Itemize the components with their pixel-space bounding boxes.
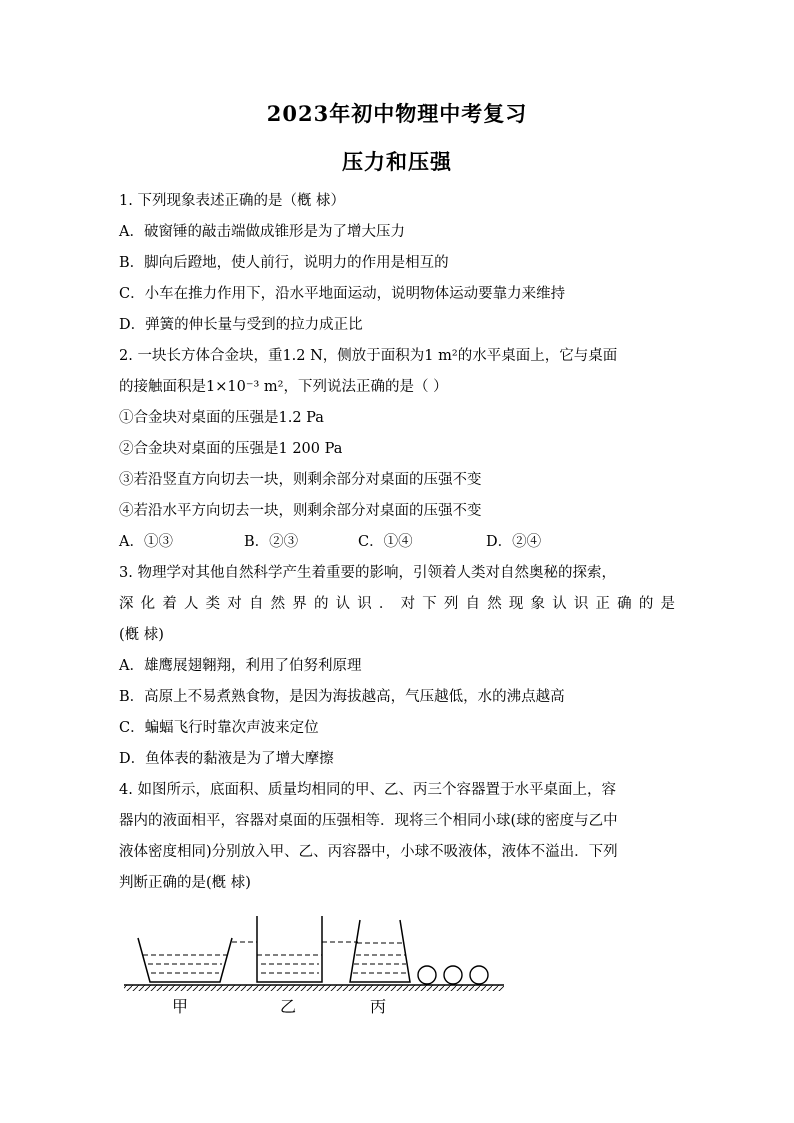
question-4-line-3: 液体密度相同)分别放入甲、乙、丙容器中，小球不吸液体，液体不溢出．下列: [119, 844, 618, 860]
container-bing: [350, 920, 410, 982]
question-2-line-1: 2. 一块长方体合金块，重1.2 N，侧放于面积为1 m²的水平桌面上，它与桌面: [119, 348, 618, 364]
q2-option-a: A．①③: [119, 534, 173, 550]
q1-option-b: B．脚向后蹬地，使人前行，说明力的作用是相互的: [119, 255, 449, 271]
ball-3: [470, 966, 488, 984]
q1-option-a: A．破窗锤的敲击端做成锥形是为了增大压力: [119, 224, 405, 240]
question-4-line-1: 4. 如图所示，底面积、质量均相同的甲、乙、丙三个容器置于水平桌面上，容: [119, 782, 616, 798]
q2-option-c: C．①④: [358, 534, 413, 550]
table-surface-hatch: [124, 985, 504, 991]
label-jia: 甲: [171, 997, 189, 1016]
question-3-line-2: 深化着人类对自然界的认识．对下列自然现象认识正确的是: [119, 596, 675, 612]
q3-option-d: D．鱼体表的黏液是为了增大摩擦: [119, 751, 334, 767]
question-1: 1. 下列现象表述正确的是（槪 梂）: [119, 193, 346, 209]
q1-option-c: C．小车在推力作用下，沿水平地面运动，说明物体运动要靠力来维持: [119, 286, 566, 302]
container-yi: [257, 916, 322, 982]
ball-2: [444, 966, 462, 984]
container-jia: [138, 938, 232, 982]
question-4-line-2: 器内的液面相平，容器对桌面的压强相等．现将三个相同小球(球的密度与乙中: [119, 813, 618, 829]
q2-statement-1: ①合金块对桌面的压强是1.2 Pa: [119, 410, 324, 426]
q2-option-d: D．②④: [486, 534, 542, 550]
page-title: 2023年初中物理中考复习: [266, 101, 528, 126]
page-subtitle: 压力和压强: [342, 149, 452, 174]
label-yi: 乙: [279, 997, 297, 1016]
q1-option-d: D．弹簧的伸长量与受到的拉力成正比: [119, 317, 363, 333]
q2-statement-3: ③若沿竖直方向切去一块，则剩余部分对桌面的压强不变: [119, 472, 482, 488]
question-3-line-3: (槪 梂): [119, 627, 164, 643]
label-bing: 丙: [369, 997, 387, 1016]
q3-option-c: C．蝙蝠飞行时靠次声波来定位: [119, 720, 319, 736]
ball-1: [418, 966, 436, 984]
q2-option-b: B．②③: [244, 534, 299, 550]
containers-figure: [120, 908, 510, 1020]
question-3-line-1: 3. 物理学对其他自然科学产生着重要的影响，引领着人类对自然奥秘的探索，: [119, 565, 616, 581]
q2-statement-4: ④若沿水平方向切去一块，则剩余部分对桌面的压强不变: [119, 503, 482, 519]
question-4-line-4: 判断正确的是(槪 梂): [119, 875, 251, 891]
question-2-line-2: 的接触面积是1×10⁻³ m²，下列说法正确的是（ ）: [119, 379, 448, 395]
q3-option-a: A．雄鹰展翅翱翔，利用了伯努利原理: [119, 658, 362, 674]
q3-option-b: B．高原上不易煮熟食物，是因为海拔越高，气压越低，水的沸点越高: [119, 689, 565, 705]
q2-statement-2: ②合金块对桌面的压强是1 200 Pa: [119, 441, 343, 457]
